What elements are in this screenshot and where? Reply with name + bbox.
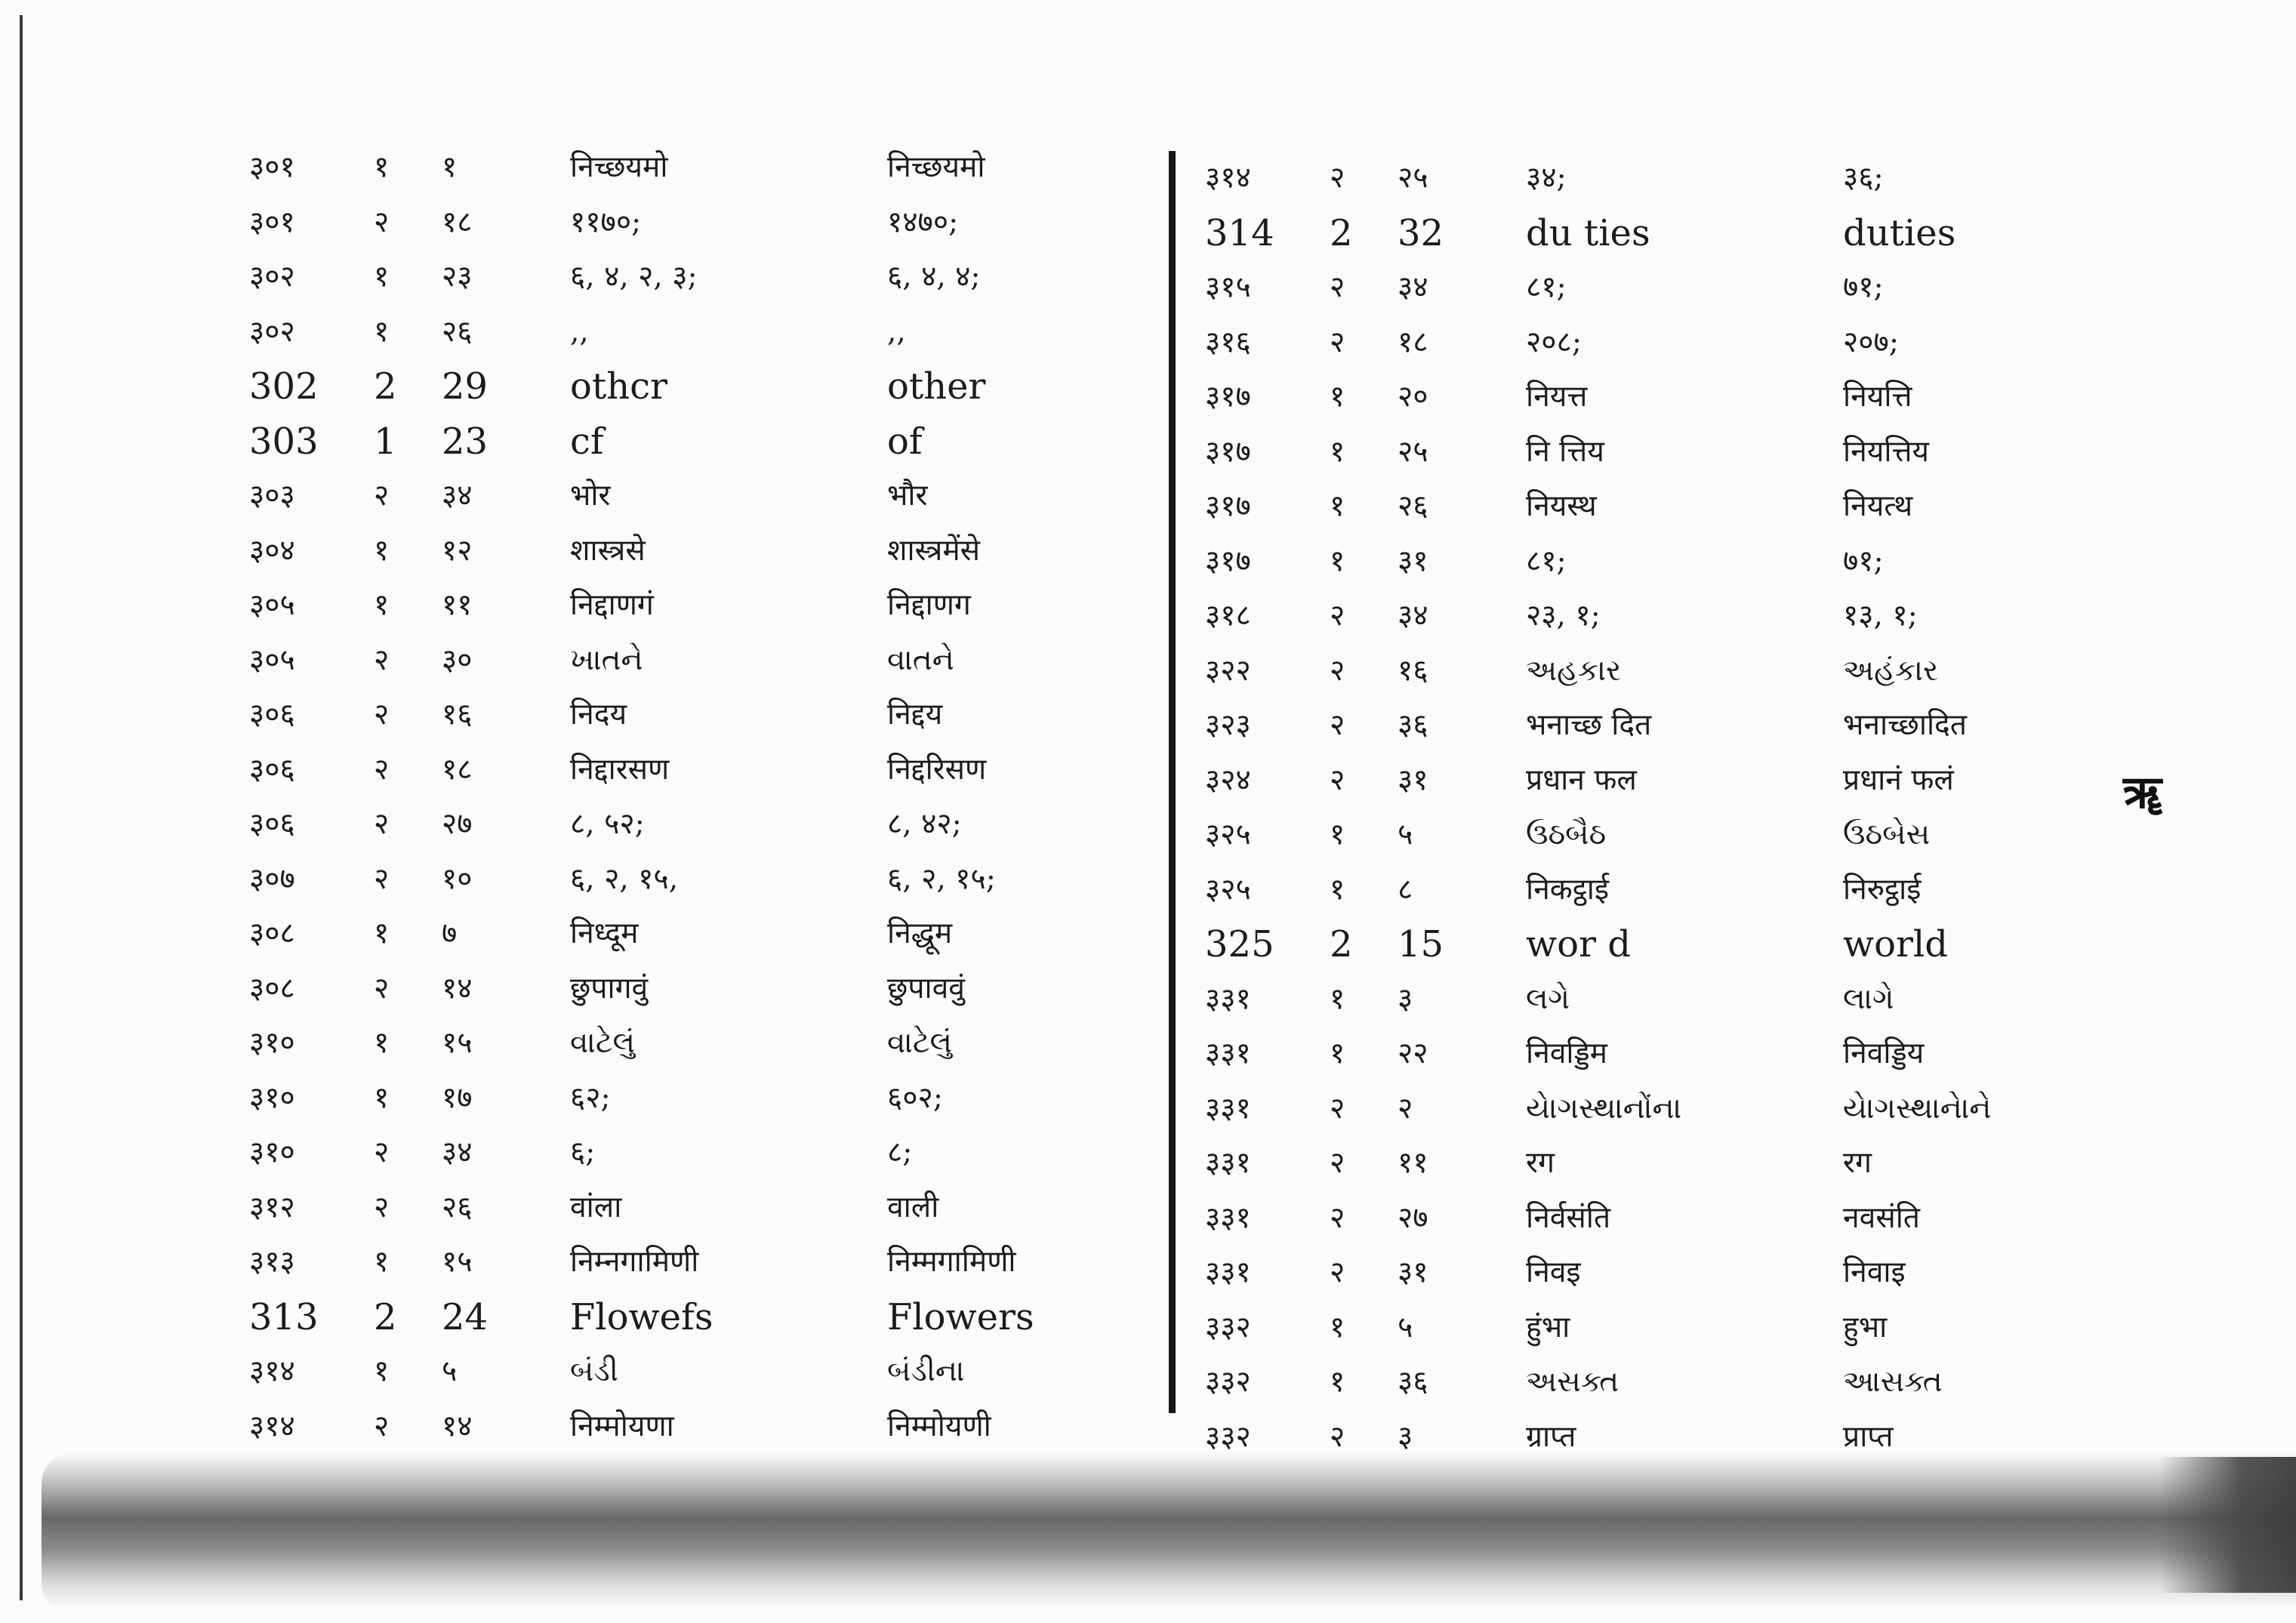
errata-row: [1205, 1191, 2096, 1246]
errata-column-number: १: [1330, 489, 1345, 523]
errata-incorrect-text: લગે: [1526, 981, 1570, 1016]
errata-line-number: १८: [1398, 325, 1428, 359]
errata-row: [249, 1400, 1140, 1455]
errata-incorrect-text: निद्दाणगं: [570, 588, 654, 622]
errata-correct-text: वाली: [887, 1190, 939, 1224]
errata-column-number: १: [1330, 1036, 1345, 1070]
errata-column-number: १: [374, 916, 390, 950]
errata-incorrect-text: नियस्थ: [1526, 489, 1597, 523]
errata-row: [249, 852, 1140, 907]
errata-incorrect-text: ८, ५२;: [570, 807, 645, 841]
page-binding-edge: [20, 15, 23, 1600]
errata-line-number: ३६: [1398, 1365, 1428, 1399]
errata-line-number: २६: [1398, 489, 1428, 523]
errata-row: [1205, 1136, 2096, 1191]
errata-incorrect-text: छुपागवुं: [570, 971, 649, 1006]
errata-column-number: १: [374, 150, 390, 184]
errata-incorrect-text: wor d: [1526, 923, 1631, 965]
errata-line-number: ३: [1398, 981, 1413, 1016]
errata-column-number: १: [1330, 1310, 1345, 1344]
scan-bottom-shadow: [42, 1453, 2296, 1608]
errata-line-number: १४: [442, 971, 473, 1006]
errata-row: [1205, 1027, 2096, 1082]
errata-line-number: २: [1398, 1091, 1413, 1126]
errata-page-number: ३१७: [1205, 544, 1251, 578]
errata-column-number: २: [1330, 270, 1345, 304]
errata-incorrect-text: ६, ४, २, ३;: [570, 260, 698, 294]
errata-incorrect-text: २३, १;: [1526, 599, 1601, 633]
errata-page-number: ३१६: [1205, 325, 1251, 359]
errata-line-number: ३१: [1398, 544, 1428, 578]
errata-row: [1205, 316, 2096, 371]
errata-incorrect-text: Flowefs: [570, 1295, 713, 1338]
errata-incorrect-text: ६२;: [570, 1080, 611, 1115]
errata-incorrect-text: भनाच्छ दित: [1526, 708, 1652, 742]
errata-row: [1205, 1301, 2096, 1356]
errata-correct-text: निम्मगामिणी: [887, 1245, 1016, 1279]
errata-column-number: २: [1330, 653, 1345, 688]
errata-incorrect-text: ,,: [570, 314, 589, 349]
errata-page-number: ३०५: [249, 642, 295, 677]
errata-correct-text: भौर: [887, 479, 928, 513]
errata-incorrect-text: २०८;: [1526, 325, 1582, 359]
errata-page-number: ३२४: [1205, 762, 1251, 797]
errata-page-number: ३०८: [249, 971, 295, 1006]
errata-row: [1205, 1355, 2096, 1410]
errata-line-number: २०: [1398, 380, 1428, 414]
errata-row: [249, 633, 1140, 688]
errata-correct-text: ६, ४, ४;: [887, 260, 981, 294]
errata-page-number: ३१०: [249, 1135, 295, 1169]
errata-correct-text: निद्दरिसण: [887, 752, 987, 787]
errata-row: [249, 743, 1140, 798]
errata-correct-text: नवसंति: [1843, 1200, 1921, 1235]
errata-correct-text: બંડીના: [887, 1354, 965, 1388]
errata-incorrect-text: cf: [570, 420, 604, 463]
errata-correct-text: ७१;: [1843, 544, 1884, 578]
errata-line-number: २७: [442, 807, 473, 841]
errata-row: [1205, 370, 2096, 425]
errata-row: [1205, 425, 2096, 480]
errata-row: [1205, 753, 2096, 808]
errata-line-number: १७: [442, 1080, 473, 1115]
errata-column-number: १: [374, 588, 390, 622]
errata-page-number: ३३१: [1205, 1146, 1251, 1180]
errata-correct-text: नियत्ति: [1843, 380, 1912, 414]
errata-incorrect-text: ग्राप्त: [1526, 1419, 1576, 1454]
errata-correct-text: निवाइ: [1843, 1255, 1906, 1289]
errata-page-number: ३२२: [1205, 653, 1251, 688]
errata-column-number: 2: [374, 365, 397, 408]
errata-line-number: ३६: [1398, 708, 1428, 742]
errata-page-number: ३०६: [249, 698, 295, 731]
errata-correct-text: २०७;: [1843, 325, 1899, 359]
errata-column-number: १: [374, 260, 390, 294]
errata-incorrect-text: रग: [1526, 1146, 1555, 1180]
errata-line-number: ८: [1398, 872, 1413, 907]
errata-incorrect-text: नियत्त: [1526, 380, 1588, 414]
errata-correct-text: १४७०;: [887, 205, 959, 239]
errata-left-column: [249, 140, 1140, 1454]
errata-incorrect-text: ३४;: [1526, 161, 1567, 195]
errata-incorrect-text: ६;: [570, 1135, 596, 1169]
errata-row: [1205, 589, 2096, 644]
errata-correct-text: निद्दय: [887, 698, 943, 731]
errata-row: [249, 797, 1140, 852]
errata-column-number: २: [1330, 161, 1345, 195]
errata-line-number: ३४: [442, 479, 473, 513]
errata-row: [1205, 1082, 2096, 1137]
errata-row: [249, 962, 1140, 1017]
errata-correct-text: Flowers: [887, 1295, 1034, 1338]
errata-page-number: 303: [249, 420, 319, 463]
errata-row: [1205, 479, 2096, 534]
errata-page-number: ३३१: [1205, 981, 1251, 1016]
errata-page-number: ३३१: [1205, 1255, 1251, 1289]
errata-line-number: १६: [442, 698, 473, 731]
errata-line-number: 32: [1398, 211, 1444, 254]
errata-column-number: २: [374, 1409, 390, 1443]
errata-line-number: ५: [1398, 1310, 1413, 1344]
errata-incorrect-text: निध्दूम: [570, 916, 639, 950]
errata-correct-text: नियत्तिय: [1843, 434, 1930, 469]
errata-correct-text: ६, २, १५;: [887, 861, 996, 896]
errata-column-number: २: [1330, 1419, 1345, 1454]
errata-column-number: २: [374, 479, 390, 513]
errata-page-number: ३१७: [1205, 434, 1251, 469]
errata-line-number: २६: [442, 1190, 473, 1224]
errata-correct-text: निच्छयमो: [887, 150, 985, 184]
errata-line-number: २५: [1398, 161, 1428, 195]
errata-column-number: 1: [374, 420, 397, 463]
errata-column-number: २: [1330, 325, 1345, 359]
errata-incorrect-text: नि त्तिय: [1526, 434, 1604, 469]
errata-column-number: २: [374, 752, 390, 787]
errata-column-number: १: [1330, 544, 1345, 578]
errata-page-number: ३०६: [249, 752, 295, 787]
errata-correct-text: અહંકાર: [1843, 653, 1939, 688]
errata-line-number: ११: [442, 588, 473, 622]
errata-page-number: ३१०: [249, 1026, 295, 1060]
errata-row: [249, 1126, 1140, 1181]
errata-column-number: २: [1330, 1146, 1345, 1180]
errata-correct-text: प्रधानं फलं: [1843, 762, 1954, 797]
errata-page-number: ३३२: [1205, 1310, 1251, 1344]
errata-page-number: ३३१: [1205, 1200, 1251, 1235]
errata-page-number: ३१२: [249, 1190, 295, 1224]
errata-page-number: ३१५: [1205, 270, 1251, 304]
errata-page-number: ३१४: [1205, 161, 1251, 195]
errata-incorrect-text: निदय: [570, 698, 627, 731]
errata-column-number: २: [1330, 1255, 1345, 1289]
errata-column-number: १: [374, 314, 390, 349]
errata-incorrect-text: शास्त्रसे: [570, 533, 646, 568]
errata-incorrect-text: निद्दारसण: [570, 752, 670, 787]
errata-column-number: २: [374, 205, 390, 239]
errata-row: [249, 250, 1140, 305]
errata-page-number: ३०१: [249, 150, 295, 184]
errata-row: [249, 1016, 1140, 1071]
errata-line-number: २५: [1398, 434, 1428, 469]
errata-row: [249, 469, 1140, 524]
errata-page-number: ३०८: [249, 916, 295, 950]
errata-correct-text: नियत्थ: [1843, 489, 1913, 523]
errata-incorrect-text: निर्वसंति: [1526, 1200, 1611, 1235]
errata-correct-text: યેાગસ્થાનેાને: [1843, 1091, 1992, 1126]
errata-column-number: 2: [374, 1295, 397, 1338]
errata-correct-text: ७१;: [1843, 270, 1884, 304]
errata-incorrect-text: ८१;: [1526, 270, 1567, 304]
errata-correct-text: ६०२;: [887, 1080, 943, 1115]
errata-row: [1205, 972, 2096, 1027]
errata-incorrect-text: हुंभा: [1526, 1310, 1570, 1344]
errata-column-number: १: [1330, 1365, 1345, 1399]
errata-correct-text: આસક્ત: [1843, 1365, 1943, 1399]
errata-row: [1205, 698, 2096, 753]
errata-right-column: [1205, 151, 2096, 1464]
errata-row: [249, 1071, 1140, 1126]
errata-line-number: ११: [1398, 1146, 1428, 1180]
errata-incorrect-text: યેાગસ્થાનોંના: [1526, 1091, 1682, 1126]
errata-page-number: ३३२: [1205, 1419, 1251, 1454]
errata-column-number: १: [374, 1080, 390, 1115]
errata-column-number: १: [1330, 818, 1345, 852]
errata-column-number: २: [1330, 708, 1345, 742]
errata-row: [1205, 863, 2096, 918]
errata-correct-text: भनाच्छादित: [1843, 708, 1967, 742]
errata-line-number: १: [442, 150, 458, 184]
errata-incorrect-text: ११७०;: [570, 205, 642, 239]
errata-column-number: २: [374, 1190, 390, 1224]
errata-page-number: ३०२: [249, 314, 295, 349]
errata-page-number: 302: [249, 365, 319, 408]
errata-page-number: ३०४: [249, 533, 295, 568]
errata-page-number: ३१७: [1205, 380, 1251, 414]
errata-line-number: ३०: [442, 642, 473, 677]
errata-row: [249, 688, 1140, 743]
errata-row: [249, 1181, 1140, 1236]
errata-correct-text: ८;: [887, 1135, 913, 1169]
errata-row: [249, 196, 1140, 251]
errata-line-number: १५: [442, 1026, 473, 1060]
errata-page-number: ३१४: [249, 1354, 295, 1388]
errata-line-number: २३: [442, 260, 473, 294]
errata-line-number: २७: [1398, 1200, 1428, 1235]
errata-line-number: १८: [442, 752, 473, 787]
errata-correct-text: शास्त्रमेंसे: [887, 533, 981, 568]
errata-incorrect-text: निम्मोयणा: [570, 1409, 674, 1443]
errata-correct-text: १३, १;: [1843, 599, 1918, 633]
errata-line-number: ५: [442, 1354, 458, 1388]
errata-line-number: १८: [442, 205, 473, 239]
errata-page-number: ३२३: [1205, 708, 1251, 742]
errata-line-number: १६: [1398, 653, 1428, 688]
errata-line-number: १४: [442, 1409, 473, 1443]
errata-line-number: ३१: [1398, 762, 1428, 797]
errata-column-number: १: [1330, 434, 1345, 469]
errata-correct-text: other: [887, 365, 986, 408]
errata-correct-text: ,,: [887, 314, 906, 349]
errata-line-number: 15: [1398, 923, 1444, 965]
errata-correct-text: વાતને: [887, 642, 954, 677]
errata-row: [249, 140, 1140, 196]
errata-page-number: 325: [1205, 923, 1274, 965]
errata-correct-text: हुभा: [1843, 1310, 1888, 1344]
errata-line-number: ३: [1398, 1419, 1413, 1454]
errata-incorrect-text: निकट्ठाई: [1526, 872, 1610, 907]
errata-row: [1205, 534, 2096, 590]
errata-row: [249, 907, 1140, 962]
errata-page-number: ३१३: [249, 1245, 295, 1279]
errata-column-number: १: [374, 1026, 390, 1060]
errata-column-number: २: [1330, 1091, 1345, 1126]
errata-incorrect-text: ८१;: [1526, 544, 1567, 578]
errata-column-number: २: [1330, 599, 1345, 633]
errata-incorrect-text: प्रधान फल: [1526, 762, 1637, 797]
errata-page-number: ३०१: [249, 205, 295, 239]
errata-column-number: 2: [1330, 211, 1353, 254]
errata-page-number: ३२५: [1205, 872, 1251, 907]
errata-row: [1205, 151, 2096, 206]
errata-incorrect-text: અહકાર: [1526, 653, 1622, 688]
errata-incorrect-text: બંડી: [570, 1354, 618, 1388]
errata-row: [249, 1344, 1140, 1400]
errata-incorrect-text: du ties: [1526, 211, 1650, 254]
errata-row: [249, 1290, 1140, 1345]
errata-correct-text: निरुट्ठाई: [1843, 872, 1922, 907]
errata-correct-text: duties: [1843, 211, 1956, 254]
errata-column-number: १: [374, 533, 390, 568]
errata-line-number: ३४: [1398, 270, 1428, 304]
errata-column-number: 2: [1330, 923, 1353, 965]
errata-page-number: ३१४: [249, 1409, 295, 1443]
errata-column-number: २: [374, 807, 390, 841]
errata-line-number: 29: [442, 365, 488, 408]
errata-page-number: ३०७: [249, 861, 295, 896]
errata-row: [249, 1235, 1140, 1290]
errata-page-number: ३०२: [249, 260, 295, 294]
errata-column-number: १: [1330, 380, 1345, 414]
errata-column-number: १: [1330, 872, 1345, 907]
errata-correct-text: ३६;: [1843, 161, 1884, 195]
errata-correct-text: निद्धूम: [887, 916, 953, 950]
errata-page-number: ३२५: [1205, 818, 1251, 852]
errata-page-number: ३१८: [1205, 599, 1251, 633]
errata-line-number: ५: [1398, 818, 1413, 852]
errata-row: [1205, 644, 2096, 699]
errata-incorrect-text: निवड्डिम: [1526, 1036, 1607, 1070]
errata-row: [1205, 206, 2096, 261]
errata-incorrect-text: निवइ: [1526, 1255, 1581, 1289]
errata-row: [1205, 808, 2096, 863]
errata-column-number: २: [1330, 1200, 1345, 1235]
errata-correct-text: निवड्डिय: [1843, 1036, 1925, 1070]
errata-line-number: ३१: [1398, 1255, 1428, 1289]
errata-incorrect-text: વાટેલું: [570, 1026, 636, 1060]
errata-correct-text: निद्दाणग: [887, 588, 971, 622]
errata-line-number: 24: [442, 1295, 488, 1338]
errata-page-number: 314: [1205, 211, 1274, 254]
errata-row: [1205, 1246, 2096, 1301]
errata-correct-text: વાટેલું: [887, 1026, 953, 1060]
errata-column-number: २: [374, 642, 390, 677]
scan-corner-shadow: [2159, 1457, 2296, 1593]
errata-page-number: ३०५: [249, 588, 295, 622]
errata-column-number: २: [374, 861, 390, 896]
errata-row: [249, 305, 1140, 360]
errata-row: [1205, 917, 2096, 972]
errata-correct-text: रग: [1843, 1146, 1872, 1180]
errata-row: [249, 414, 1140, 470]
errata-incorrect-text: ६, २, १५,: [570, 861, 679, 896]
errata-incorrect-text: othcr: [570, 365, 667, 408]
errata-column-number: १: [374, 1354, 390, 1388]
errata-page-number: ३१७: [1205, 489, 1251, 523]
errata-column-number: १: [1330, 981, 1345, 1016]
errata-line-number: २२: [1398, 1036, 1428, 1070]
errata-column-number: २: [374, 1135, 390, 1169]
errata-row: [249, 524, 1140, 579]
errata-page-number: ३१०: [249, 1080, 295, 1115]
errata-row: [249, 359, 1140, 414]
errata-incorrect-text: ઉઠબૈઠ: [1526, 818, 1607, 852]
errata-column-number: २: [1330, 762, 1345, 797]
errata-page-number: ३३१: [1205, 1036, 1251, 1070]
errata-page-number: ३०६: [249, 807, 295, 841]
errata-column-number: २: [374, 971, 390, 1006]
errata-column-number: १: [374, 1245, 390, 1279]
errata-incorrect-text: निम्नगामिणी: [570, 1245, 699, 1279]
errata-incorrect-text: ખાતને: [570, 642, 643, 677]
errata-line-number: ३४: [1398, 599, 1428, 633]
errata-line-number: १२: [442, 533, 473, 568]
errata-incorrect-text: निच्छयमो: [570, 150, 668, 184]
errata-line-number: २६: [442, 314, 473, 349]
errata-page-number: ३३२: [1205, 1365, 1251, 1399]
errata-correct-text: छुपाववुं: [887, 971, 965, 1006]
errata-line-number: ७: [442, 916, 458, 950]
errata-correct-text: निम्मोयणी: [887, 1409, 991, 1443]
errata-column-number: २: [374, 698, 390, 731]
errata-line-number: ३४: [442, 1135, 473, 1169]
errata-incorrect-text: અસક્ત: [1526, 1365, 1620, 1399]
errata-line-number: १५: [442, 1245, 473, 1279]
errata-correct-text: of: [887, 420, 923, 463]
errata-correct-text: प्राप्त: [1843, 1419, 1894, 1454]
margin-mark: ॠ: [2123, 766, 2162, 819]
errata-correct-text: ८, ४२;: [887, 807, 962, 841]
errata-correct-text: લાગે: [1843, 981, 1894, 1016]
errata-correct-text: world: [1843, 923, 1949, 965]
errata-page-number: ३०३: [249, 479, 295, 513]
errata-page-number: 313: [249, 1295, 319, 1338]
errata-page-number: ३३१: [1205, 1091, 1251, 1126]
errata-incorrect-text: वांला: [570, 1190, 622, 1224]
errata-incorrect-text: भोर: [570, 479, 611, 513]
errata-row: [249, 578, 1140, 633]
column-divider: [1169, 151, 1176, 1413]
errata-line-number: १०: [442, 861, 473, 896]
errata-line-number: 23: [442, 420, 488, 463]
errata-correct-text: ઉઠબેસ: [1843, 818, 1931, 852]
errata-row: [1205, 260, 2096, 316]
